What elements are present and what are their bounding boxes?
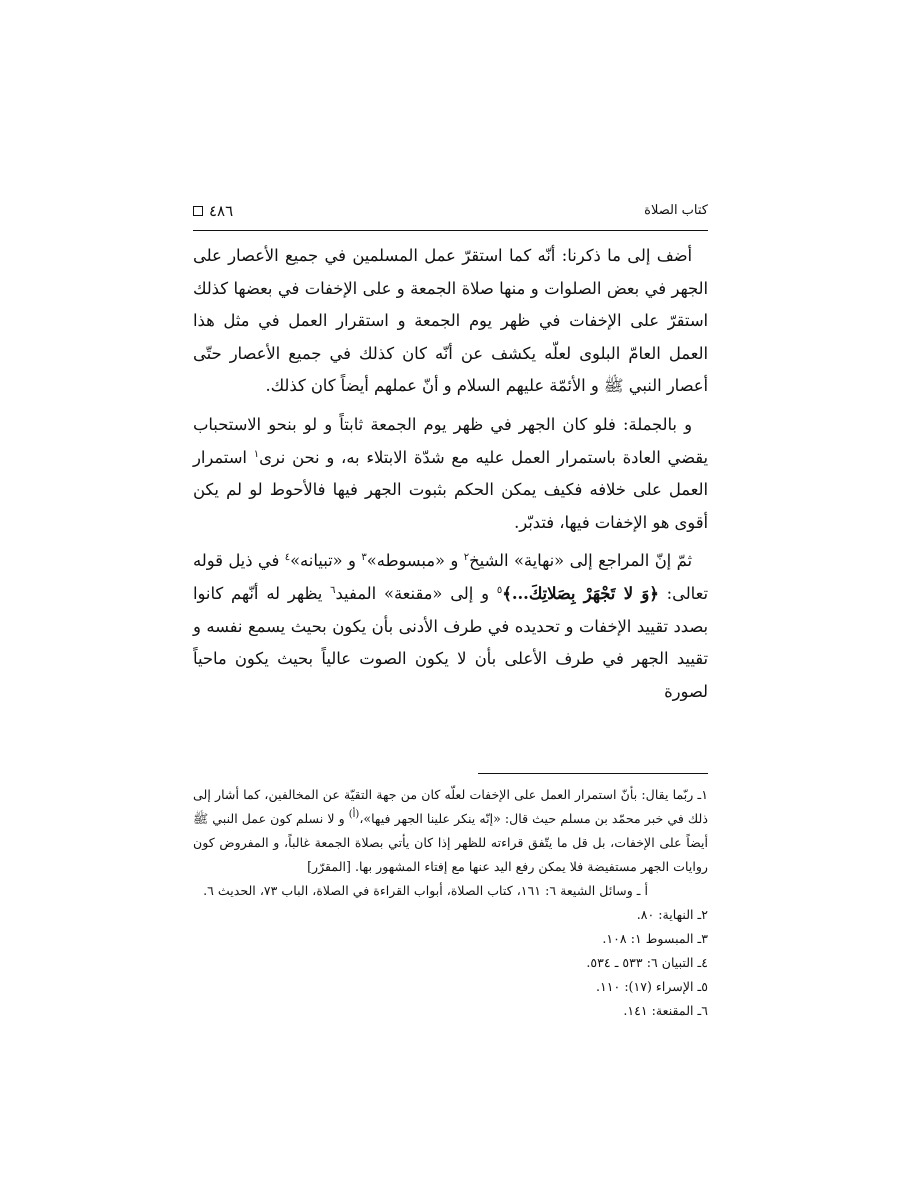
page-number: ٤٨٦ [209,202,234,220]
footnote-1: ١ـ ربّما يقال: بأنّ استمرار العمل على الإخفات لعلّه كان من جهة التقيّة عن المخالفين، كما أشار إلى ذلك في خبر محمّد بن مسلم حيث قال: «إنّه ينكر علينا الجهر فيها»،$^{(أ)}$ و لا نسلم كون عمل النبي ﷺ أيضاً على الإخفات، بل قل ما يتّفق قراءته للظهر إذا كان يأتي بصلاة الجمعة غالباً، و المفروض كون روايات الجهر مستفيضة فلا يمكن رفع اليد عنها مع إفتاء المشهور بها. [المقرّر] [193,787,708,874]
footnote-1-source-ref: (أ) [348,809,360,820]
footnote-ref-4: ٤ [284,552,291,564]
footnotes [193,783,708,1023]
footnote-6: ٦ـ المقنعة: ١٤١. [623,1003,708,1018]
footnote-5: ٥ـ الإسراء (١٧): ١١٠. [596,979,708,994]
footnote-ref-1: ١ [253,448,260,460]
main-text [193,240,708,708]
paragraph-1: أضف إلى ما ذكرنا: أنّه كما استقرّ عمل المسلمين في جميع الأعصار على الجهر في بعض الصلوات و منها صلاة الجمعة و على الإخفات في بعضها كذلك استقرّ على الإخفات في ظهر يوم الجمعة و استقرار العمل في مثل هذا العمل العامّ البلوى لعلّه يكشف عن أنّه كان كذلك في جميع الأعصار حتّى أعصار النبي ﷺ و الأئمّة عليهم السلام و أنّ عملهم أيضاً كان كذلك. [193,246,708,396]
paragraph-2: و بالجملة: فلو كان الجهر في ظهر يوم الجمعة ثابتاً و لو بنحو الاستحباب يقضي العادة باستمرار العمل عليه مع شدّة الابتلاء به، و نحن نرى$^١$ استمرار العمل على خلافه فكيف يمكن الحكم بثبوت الجهر فيها فالأحوط لو لم يكن أقوى هو الإخفات فيها، فتدبّر. [193,414,709,532]
running-title: كتاب الصلاة [644,203,708,218]
footnote-rule [478,773,708,774]
footnote-3: ٣ـ المبسوط ١: ١٠٨. [602,931,708,946]
page-number-group [193,202,233,220]
footnote-4: ٤ـ التبيان ٦: ٥٣٣ ـ ٥٣٤. [586,955,708,970]
footnote-ref-6: ٦ [330,584,336,596]
footnote-2: ٢ـ النهاية: ٨٠. [636,907,708,922]
paragraph-3: ثمّ إنّ المراجع إلى «نهاية» الشيخ$^٢$ و «مبسوطه»$^٣$ و «تبيانه»$^٤$ في ذيل قوله تعالى: ﴿وَ لا تَجْهَرْ بِصَلاتِكَ...﴾$^٥$ و إلى «مقنعة» المفيد$^٦$ يظهر له أنّهم كانوا بصدد تقييد الإخفات و تحديده في طرف الأدنى بأن يكون بحيث يسمع نفسه و تقييد الجهر في طرف الأعلى بأن لا يكون الصوت عالياً بحيث يكون ماحياً لصورة [193,551,709,701]
page-header [193,200,708,224]
footnote-ref-3: ٣ [361,552,367,564]
footnote-ref-5: ٥ [496,584,503,596]
footnote-1-source: أ ـ وسائل الشيعة ٦: ١٦١، كتاب الصلاة، أبواب القراءة في الصلاة، الباب ٧٣، الحديث ٦. [203,883,648,898]
square-icon [193,206,203,216]
quran-verse: ﴿وَ لا تَجْهَرْ بِصَلاتِكَ...﴾ [502,583,659,603]
header-rule [193,230,708,231]
footnote-ref-2: ٢ [463,552,470,564]
